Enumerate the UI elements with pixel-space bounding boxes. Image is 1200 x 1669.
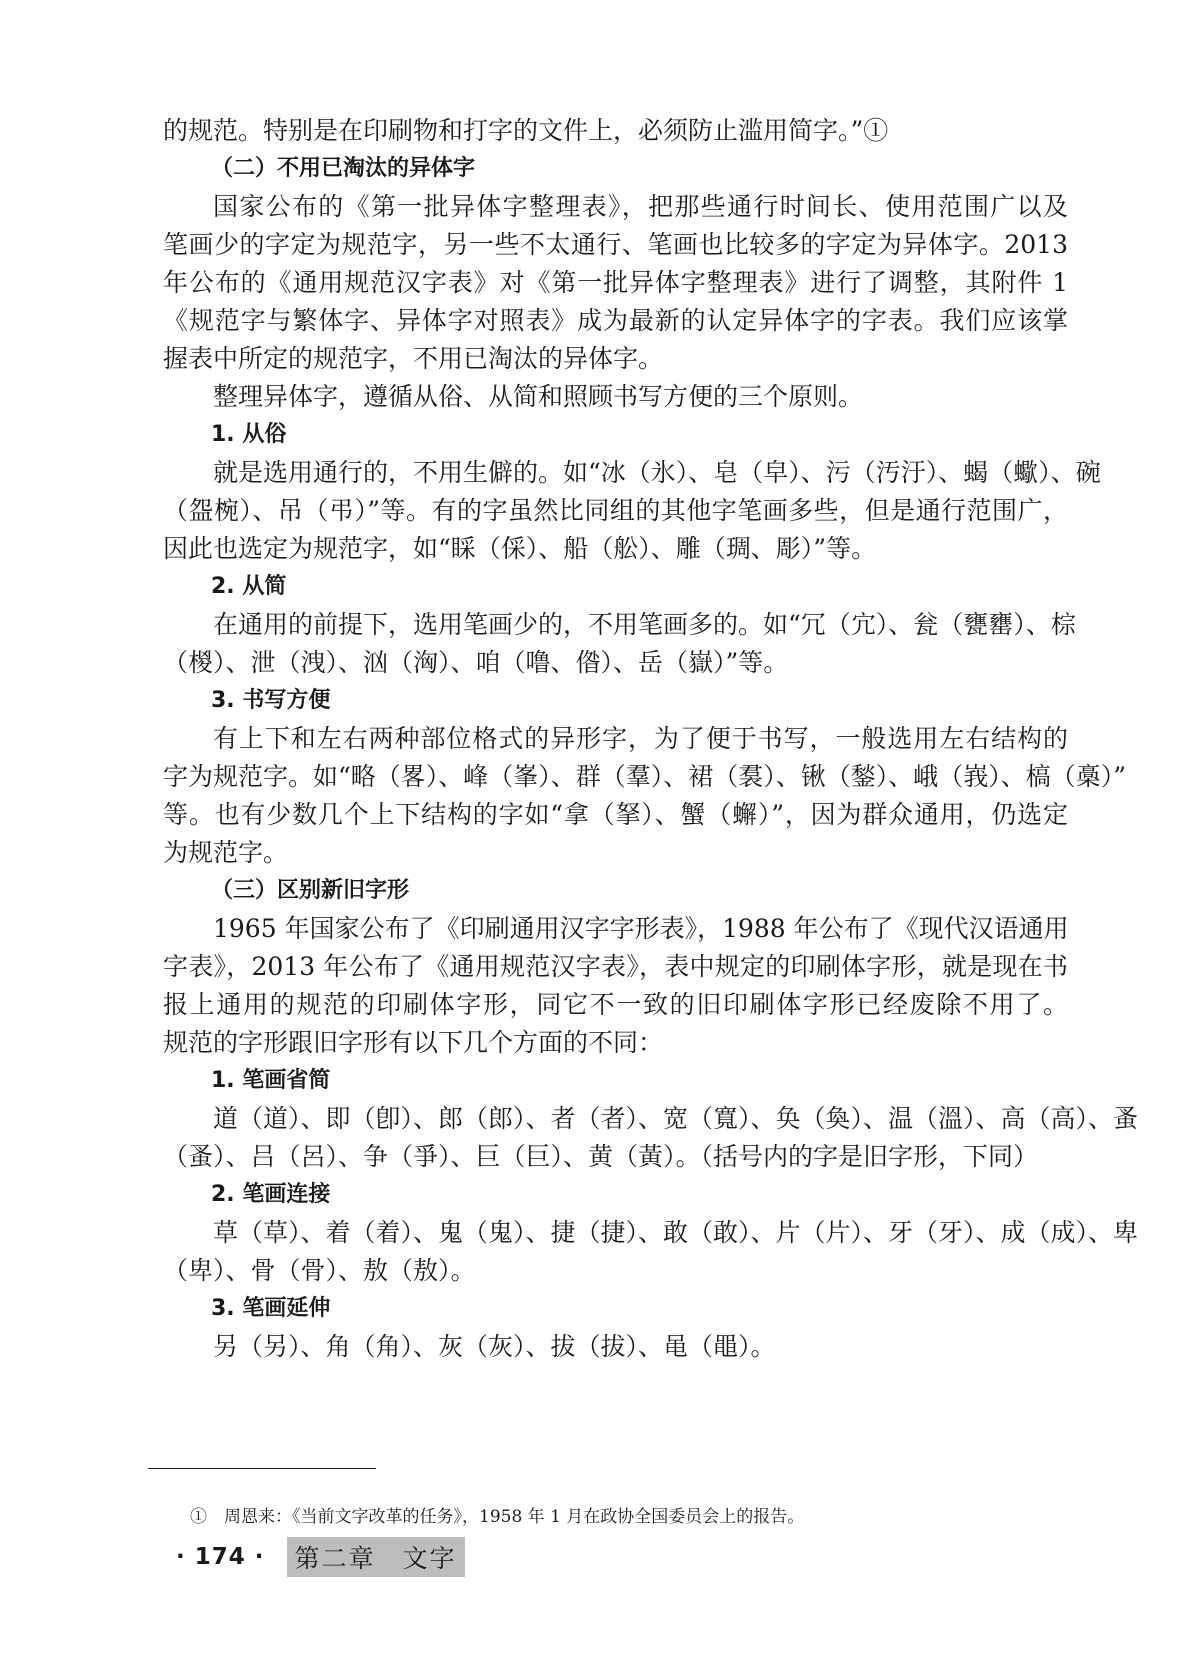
text-line: 等。也有少数几个上下结构的字如“拿（拏）、蟹（蠏）”，因为群众通用，仍选定 — [163, 800, 1068, 829]
text-line: 就是选用通行的，不用生僻的。如“冰（氷）、皂（皁）、污（汚汙）、蝎（蠍）、碗 — [213, 458, 1101, 487]
section-heading: （二）不用已淘汰的异体字 — [211, 156, 476, 181]
page-footer — [176, 1537, 465, 1577]
text-line: 草（草）、着（着）、鬼（鬼）、捷（捷）、敢（敢）、片（片）、牙（牙）、成（成）、卑 — [213, 1218, 1139, 1247]
text-line: 握表中所定的规范字，不用已淘汰的异体字。 — [163, 344, 664, 373]
text-line: 1965 年国家公布了《印刷通用汉字字形表》，1988 年公布了《现代汉语通用 — [213, 914, 1069, 943]
section-heading: （三）区别新旧字形 — [211, 878, 410, 903]
subsection-heading: 3. 笔画延伸 — [211, 1296, 331, 1321]
text-line: 有上下和左右两种部位格式的异形字，为了便于书写，一般选用左右结构的 — [213, 724, 1068, 753]
subsection-heading: 2. 笔画连接 — [211, 1182, 331, 1207]
text-line: 在通用的前提下，选用笔画少的，不用笔画多的。如“冗（宂）、瓮（甕罋）、棕 — [213, 610, 1076, 639]
text-line: 规范的字形跟旧字形有以下几个方面的不同： — [163, 1028, 664, 1057]
subsection-heading: 1. 从俗 — [211, 422, 287, 447]
body-text — [163, 113, 1139, 1367]
subsection-heading: 3. 书写方便 — [211, 688, 331, 713]
text-line: 为规范字。 — [163, 838, 289, 867]
text-line: 因此也选定为规范字，如“睬（倸）、船（舩）、雕（琱、彫）”等。 — [163, 534, 877, 563]
subsection-heading: 1. 笔画省简 — [211, 1068, 331, 1093]
text-line: （椶）、泄（洩）、汹（洶）、咱（噜、偺）、岳（嶽）”等。 — [163, 648, 789, 677]
text-line: 笔画少的字定为规范字，另一些不太通行、笔画也比较多的字定为异体字。2013 — [163, 230, 1068, 259]
footnote-divider — [148, 1468, 376, 1469]
text-line: 的规范。特别是在印刷物和打字的文件上，必须防止滥用简字。”① — [163, 116, 889, 145]
text-line: （盌椀）、吊（弔）”等。有的字虽然比同组的其他字笔画多些，但是通行范围广， — [163, 496, 1068, 525]
page-number: · 174 · — [176, 1544, 265, 1570]
text-line: 报上通用的规范的印刷体字形，同它不一致的旧印刷体字形已经废除不用了。 — [163, 990, 1068, 1019]
text-line: 国家公布的《第一批异体字整理表》，把那些通行时间长、使用范围广以及 — [213, 192, 1068, 221]
text-line: 另（另）、角（角）、灰（灰）、拔（拔）、黾（黽）。 — [213, 1332, 776, 1361]
text-line: 《规范字与繁体字、异体字对照表》成为最新的认定异体字的字表。我们应该掌 — [163, 306, 1068, 335]
text-line: 年公布的《通用规范汉字表》对《第一批异体字整理表》进行了调整，其附件 1 — [163, 268, 1068, 297]
subsection-heading: 2. 从简 — [211, 574, 287, 599]
footnote: ① 周恩来：《当前文字改革的任务》，1958 年 1 月在政协全国委员会上的报告。 — [190, 1507, 805, 1527]
text-line: 字表》，2013 年公布了《通用规范汉字表》，表中规定的印刷体字形，就是现在书 — [163, 952, 1068, 981]
text-line: 整理异体字，遵循从俗、从简和照顾书写方便的三个原则。 — [213, 382, 864, 411]
text-line: 字为规范字。如“略（畧）、峰（峯）、群（羣）、裙（裠）、锹（鍫）、峨（峩）、槁（槀）” — [163, 762, 1127, 791]
text-line: 道（道）、即（卽）、郎（郎）、者（者）、宽（寬）、奂（奐）、温（溫）、高（高）、蚤 — [213, 1104, 1139, 1133]
text-line: （蚤）、吕（呂）、争（爭）、巨（巨）、黄（黃）。（括号内的字是旧字形，下同） — [163, 1142, 1039, 1171]
text-line: （卑）、骨（骨）、敖（敖）。 — [163, 1256, 476, 1285]
chapter-label: 第二章 文字 — [287, 1537, 465, 1577]
